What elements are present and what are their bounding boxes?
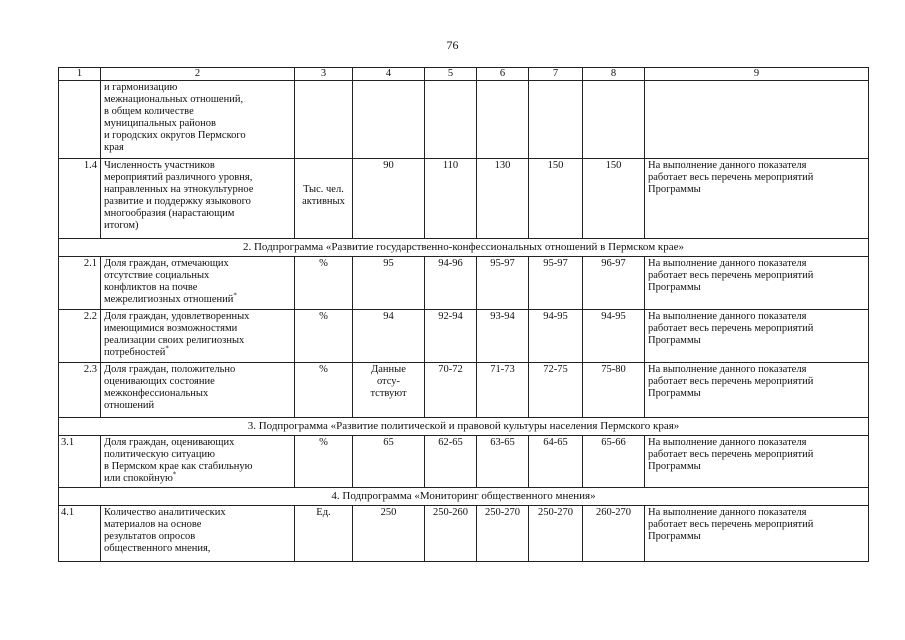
value-cell-7: 72-75 (529, 363, 583, 418)
unit-cell: % (295, 436, 353, 488)
value-cell-7: 250-270 (529, 506, 583, 562)
note-cell: На выполнение данного показателя работает весь перечень мероприятий Программы (645, 159, 869, 239)
value-cell-6: 71-73 (477, 363, 529, 418)
value-cell-7: 64-65 (529, 436, 583, 488)
row-number: 2.3 (59, 363, 101, 418)
value-cell-5: 92-94 (425, 310, 477, 363)
value-cell-4: 250 (353, 506, 425, 562)
table-header-row (59, 68, 869, 81)
value-cell-8: 260-270 (583, 506, 645, 562)
value-cell-5: 70-72 (425, 363, 477, 418)
value-cell-4 (353, 81, 425, 159)
unit-cell: % (295, 310, 353, 363)
header-cell: 9 (645, 68, 869, 81)
header-cell: 1 (59, 68, 101, 81)
row-number: 2.1 (59, 257, 101, 310)
value-cell-8: 94-95 (583, 310, 645, 363)
header-cell: 7 (529, 68, 583, 81)
header-cell: 6 (477, 68, 529, 81)
footnote-mark: * (172, 470, 177, 479)
value-cell-8: 150 (583, 159, 645, 239)
indicator-name-text: Количество аналитических материалов на основе результатов опросов общественного мнения, (104, 507, 226, 554)
section-row (59, 418, 869, 436)
note-cell: На выполнение данного показателя работает весь перечень мероприятий Программы (645, 506, 869, 562)
indicator-name (101, 257, 295, 310)
unit-cell: % (295, 363, 353, 418)
row-number: 2.2 (59, 310, 101, 363)
table-row (59, 436, 869, 488)
section-row (59, 488, 869, 506)
row-number: 3.1 (59, 436, 101, 488)
indicator-name (101, 159, 295, 239)
note-cell (645, 81, 869, 159)
footnote-mark: * (165, 344, 169, 353)
value-cell-7 (529, 81, 583, 159)
indicator-name-text: Доля граждан, оценивающих политическую ситуацию в Пермском крае как стабильную или спокойную (104, 437, 253, 484)
section-row (59, 239, 869, 257)
value-cell-6: 93-94 (477, 310, 529, 363)
value-cell-7: 94-95 (529, 310, 583, 363)
value-cell-6: 130 (477, 159, 529, 239)
table-row (59, 363, 869, 418)
note-cell: На выполнение данного показателя работает весь перечень мероприятий Программы (645, 257, 869, 310)
value-cell-8: 75-80 (583, 363, 645, 418)
table-row (59, 159, 869, 239)
table-row (59, 81, 869, 159)
value-cell-5: 250-260 (425, 506, 477, 562)
value-cell-4: Данные отсу- тствуют (353, 363, 425, 418)
indicators-table (58, 67, 869, 562)
indicator-name (101, 81, 295, 159)
header-cell: 4 (353, 68, 425, 81)
indicator-name (101, 506, 295, 562)
row-number (59, 81, 101, 159)
header-cell: 8 (583, 68, 645, 81)
value-cell-8: 96-97 (583, 257, 645, 310)
footnote-mark: * (233, 291, 237, 300)
indicator-name-text: Доля граждан, положительно оценивающих состояние межконфессиональных отношений (104, 364, 236, 411)
value-cell-6: 250-270 (477, 506, 529, 562)
value-cell-6: 95-97 (477, 257, 529, 310)
value-cell-5: 110 (425, 159, 477, 239)
value-cell-6: 63-65 (477, 436, 529, 488)
row-number: 4.1 (59, 506, 101, 562)
indicator-name (101, 310, 295, 363)
value-cell-8 (583, 81, 645, 159)
note-cell: На выполнение данного показателя работает весь перечень мероприятий Программы (645, 363, 869, 418)
indicator-name (101, 436, 295, 488)
page-number: 76 (446, 38, 459, 52)
indicator-name (101, 363, 295, 418)
value-cell-7: 95-97 (529, 257, 583, 310)
value-cell-4: 90 (353, 159, 425, 239)
unit-cell: Ед. (295, 506, 353, 562)
value-cell-7: 150 (529, 159, 583, 239)
indicator-name-text: и гармонизацию межнациональных отношений, в общем количестве муниципальных районов и городских округов Пермского края (104, 82, 246, 153)
section-title: 4. Подпрограмма «Мониторинг общественного мнения» (59, 488, 869, 506)
indicator-name-text: Численность участников мероприятий различного уровня, направленных на этнокультурное развитие и поддержку языкового многообразия (нарастающим итогом) (104, 160, 254, 231)
table-row (59, 506, 869, 562)
row-number: 1.4 (59, 159, 101, 239)
value-cell-5 (425, 81, 477, 159)
note-cell: На выполнение данного показателя работает весь перечень мероприятий Программы (645, 436, 869, 488)
indicator-name-text: Доля граждан, отмечающих отсутствие социальных конфликтов на почве межрелигиозных отношений (104, 258, 234, 305)
table-row (59, 257, 869, 310)
header-cell: 3 (295, 68, 353, 81)
unit-cell: % (295, 257, 353, 310)
header-cell: 2 (101, 68, 295, 81)
value-cell-4: 95 (353, 257, 425, 310)
header-cell: 5 (425, 68, 477, 81)
value-cell-8: 65-66 (583, 436, 645, 488)
section-title: 2. Подпрограмма «Развитие государственно-конфессиональных отношений в Пермском крае» (59, 239, 869, 257)
table-row (59, 310, 869, 363)
unit-cell: Тыс. чел. активных (295, 159, 353, 239)
value-cell-4: 65 (353, 436, 425, 488)
indicator-name-text: Доля граждан, удовлетворенных имеющимися возможностями реализации своих религиозных потребностей (104, 311, 250, 358)
unit-cell (295, 81, 353, 159)
value-cell-4: 94 (353, 310, 425, 363)
value-cell-5: 62-65 (425, 436, 477, 488)
section-title: 3. Подпрограмма «Развитие политической и правовой культуры населения Пермского края» (59, 418, 869, 436)
value-cell-5: 94-96 (425, 257, 477, 310)
value-cell-6 (477, 81, 529, 159)
note-cell: На выполнение данного показателя работает весь перечень мероприятий Программы (645, 310, 869, 363)
